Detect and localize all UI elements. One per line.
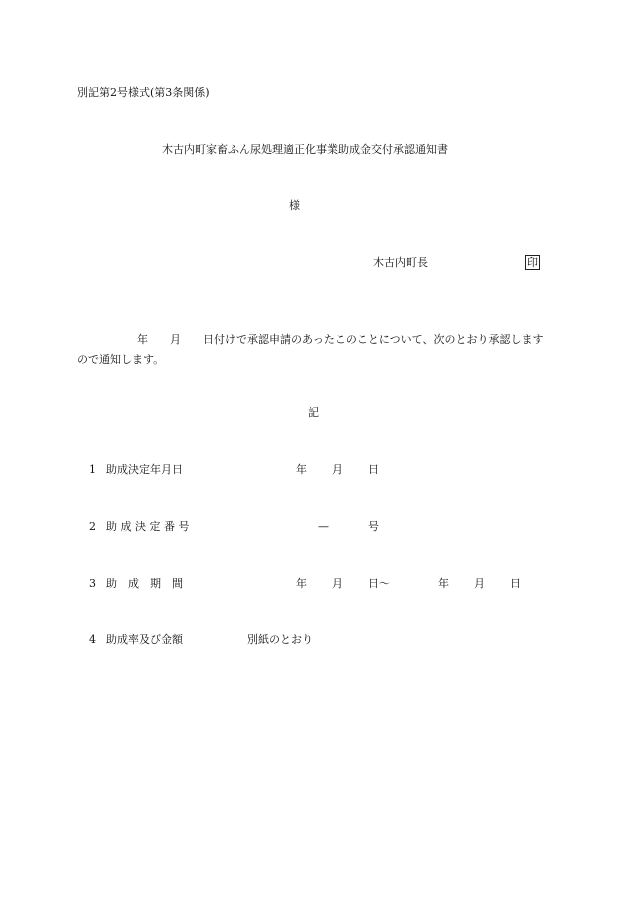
item-value: 別紙のとおり — [247, 633, 313, 646]
from-month-unit: 月 — [332, 577, 343, 590]
item-number: 4 — [89, 633, 96, 646]
addressee-suffix: 様 — [289, 199, 300, 212]
body-month-unit: 月 — [170, 333, 181, 346]
to-month-unit: 月 — [474, 577, 485, 590]
from-year-unit: 年 — [296, 577, 307, 590]
seal-text: 印 — [527, 256, 538, 269]
ki-heading: 記 — [308, 406, 319, 419]
year-unit: 年 — [296, 463, 307, 476]
item-label: 助成決定年月日 — [106, 463, 183, 476]
body-paragraph — [77, 330, 553, 370]
number-suffix: 号 — [368, 520, 379, 533]
month-unit: 月 — [332, 463, 343, 476]
item-label: 助 成 決 定 番 号 — [106, 520, 190, 533]
to-year-unit: 年 — [438, 577, 449, 590]
item-number: 1 — [89, 463, 96, 476]
to-day-unit: 日 — [510, 577, 521, 590]
number-dash: — — [318, 520, 329, 533]
day-unit: 日 — [368, 463, 379, 476]
body-rest: 日付けで承認申請のあったこのことについて、次のとおり承認しますので通知します。 — [77, 333, 544, 366]
item-label: 助 成 期 間 — [106, 577, 183, 590]
item-number: 3 — [89, 577, 96, 590]
form-label: 別記第2号様式(第3条関係) — [77, 86, 210, 99]
issuer-name: 木古内町長 — [373, 256, 428, 269]
item-number: 2 — [89, 520, 96, 533]
document-title: 木古内町家畜ふん尿処理適正化事業助成金交付承認通知書 — [162, 143, 448, 156]
from-day-unit: 日〜 — [368, 577, 390, 590]
item-label: 助成率及び金額 — [106, 633, 183, 646]
body-year-unit: 年 — [137, 333, 148, 346]
seal-mark — [525, 255, 540, 270]
